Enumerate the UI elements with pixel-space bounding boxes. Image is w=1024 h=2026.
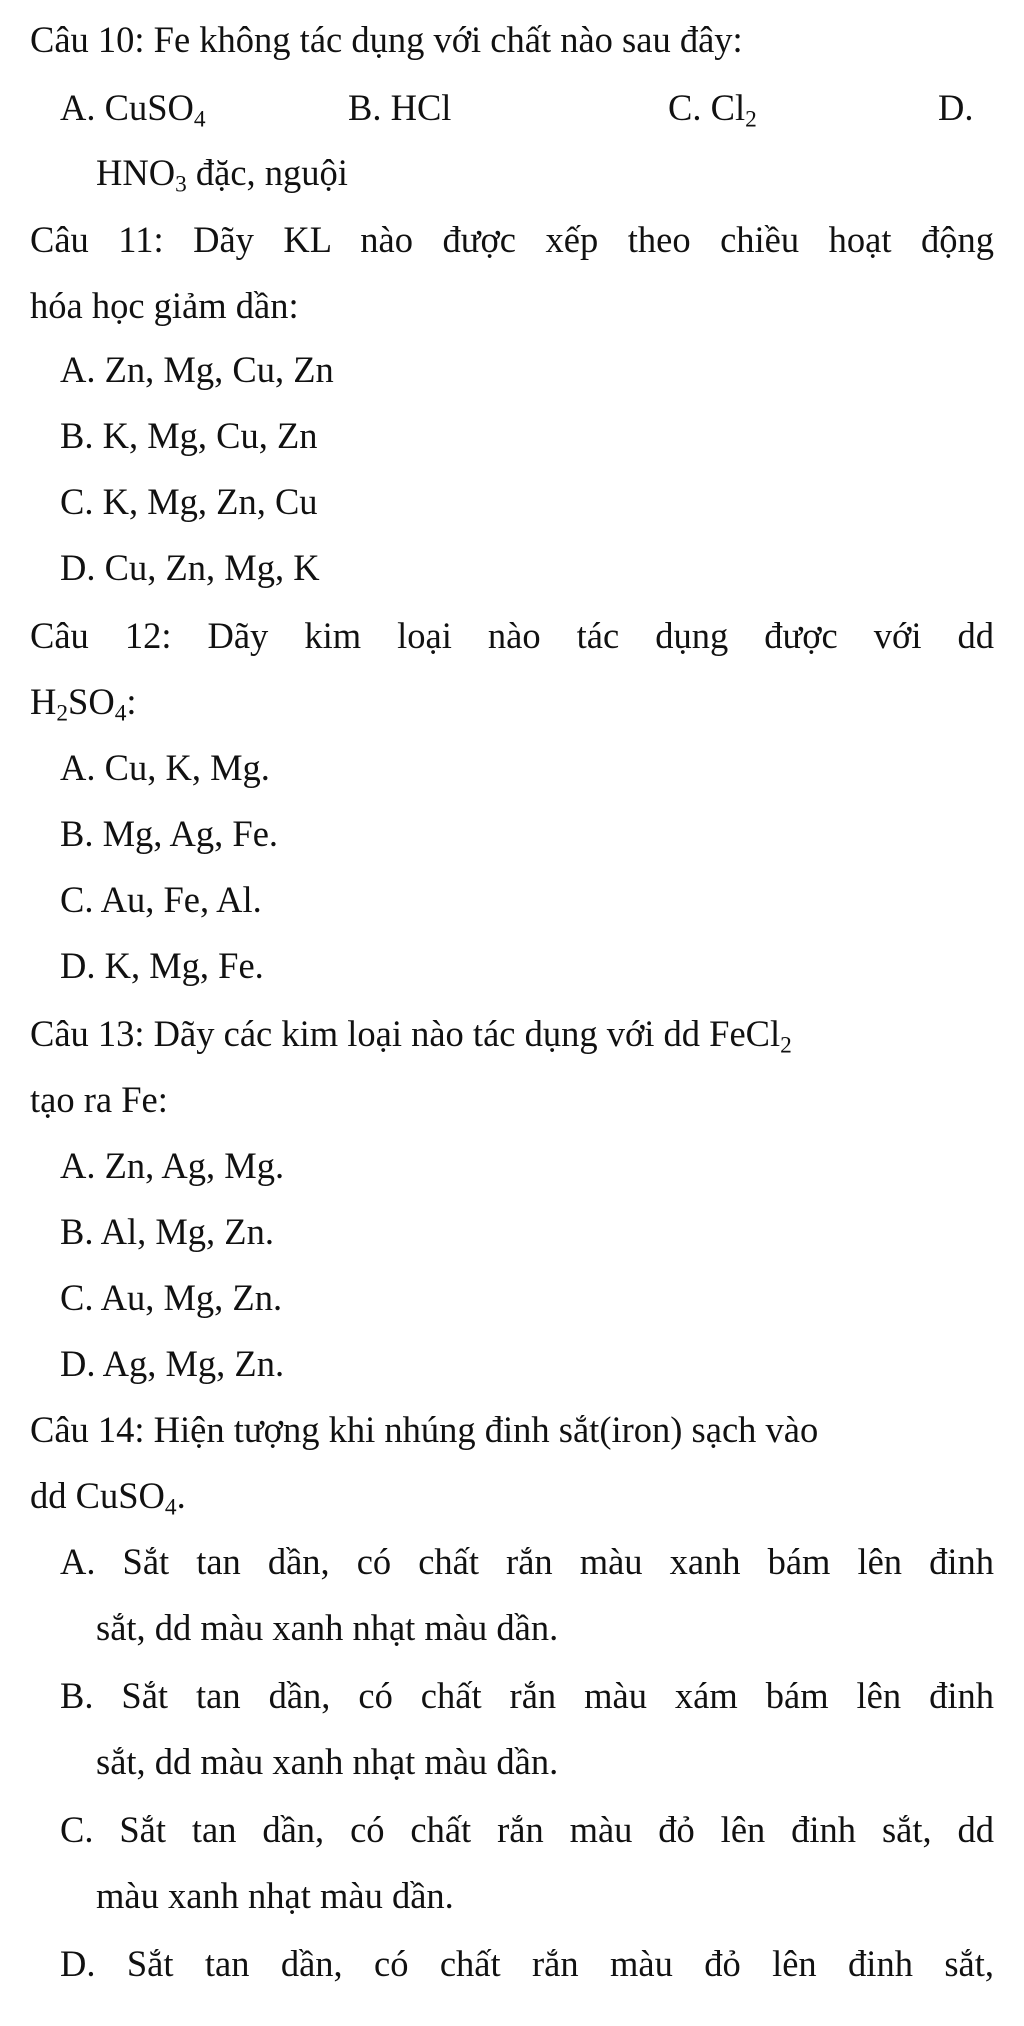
question-11-option-d[interactable]: D. Cu, Zn, Mg, K bbox=[60, 547, 320, 588]
question-10-title: Câu 10: Fe không tác dụng với chất nào sau đây: bbox=[30, 19, 743, 60]
question-14-option-d[interactable] bbox=[60, 1943, 994, 1984]
question-14-option-b[interactable] bbox=[60, 1675, 994, 1716]
question-12-option-c[interactable]: C. Au, Fe, Al. bbox=[60, 879, 262, 920]
question-12-option-b[interactable]: B. Mg, Ag, Fe. bbox=[60, 813, 279, 854]
question-14-option-b-line-2[interactable]: sắt, dd màu xanh nhạt màu dần. bbox=[96, 1741, 559, 1782]
question-13-title-1: Câu 13: Dãy các kim loại nào tác dụng với dd FeCl$_2$ bbox=[30, 1013, 792, 1059]
question-13-option-c[interactable]: C. Au, Mg, Zn. bbox=[60, 1277, 283, 1318]
question-13-option-d[interactable]: D. Ag, Mg, Zn. bbox=[60, 1343, 285, 1384]
question-14-title-2: dd CuSO$_4$. bbox=[30, 1475, 186, 1521]
question-11-title-1: Câu 11: Dãy KL nào được xếp theo chiều hoạt động bbox=[30, 219, 994, 260]
question-14-option-b-line-1: B. Sắt tan dần, có chất rắn màu xám bám lên đinh bbox=[60, 1675, 994, 1716]
question-13-title-2: tạo ra Fe: bbox=[30, 1079, 168, 1120]
question-10-option-a[interactable]: A. CuSO$_4$ bbox=[60, 87, 206, 133]
question-12-option-d[interactable]: D. K, Mg, Fe. bbox=[60, 945, 264, 986]
question-10-option-d[interactable]: D. bbox=[938, 87, 974, 128]
question-10-option-d-cont[interactable]: $HNO_3$ đặc, nguội bbox=[96, 152, 348, 198]
question-12-title-2: $H_2SO_4$: bbox=[30, 681, 137, 727]
question-14-option-c-line-1: C. Sắt tan dần, có chất rắn màu đỏ lên đinh sắt, dd bbox=[60, 1809, 994, 1850]
question-10-option-c[interactable]: C. $Cl_2$ bbox=[668, 87, 757, 133]
question-14-option-a-line-1: A. Sắt tan dần, có chất rắn màu xanh bám lên đinh bbox=[60, 1541, 994, 1582]
question-13-option-b[interactable]: B. Al, Mg, Zn. bbox=[60, 1211, 274, 1252]
question-11-title-2: hóa học giảm dần: bbox=[30, 285, 299, 326]
question-14-option-a-line-2[interactable]: sắt, dd màu xanh nhạt màu dần. bbox=[96, 1607, 559, 1648]
question-14-option-c-line-2[interactable]: màu xanh nhạt màu dần. bbox=[96, 1875, 454, 1916]
question-14-option-c[interactable] bbox=[60, 1809, 994, 1850]
question-14-title-1: Câu 14: Hiện tượng khi nhúng đinh sắt(iron) sạch vào bbox=[30, 1409, 819, 1450]
question-11-option-c[interactable]: C. K, Mg, Zn, Cu bbox=[60, 481, 318, 522]
question-11-option-b[interactable]: B. K, Mg, Cu, Zn bbox=[60, 415, 318, 456]
question-13-option-a[interactable]: A. Zn, Ag, Mg. bbox=[60, 1145, 285, 1186]
question-12-title-1: Câu 12: Dãy kim loại nào tác dụng được với dd bbox=[30, 615, 994, 656]
question-14-option-a[interactable] bbox=[60, 1541, 994, 1582]
question-10-option-b[interactable]: B. HCl bbox=[348, 87, 452, 128]
question-12-option-a[interactable]: A. Cu, K, Mg. bbox=[60, 747, 270, 788]
question-11-option-a[interactable]: A. Zn, Mg, Cu, Zn bbox=[60, 349, 334, 390]
question-14-option-d-line-1: D. Sắt tan dần, có chất rắn màu đỏ lên đinh sắt, bbox=[60, 1943, 994, 1984]
